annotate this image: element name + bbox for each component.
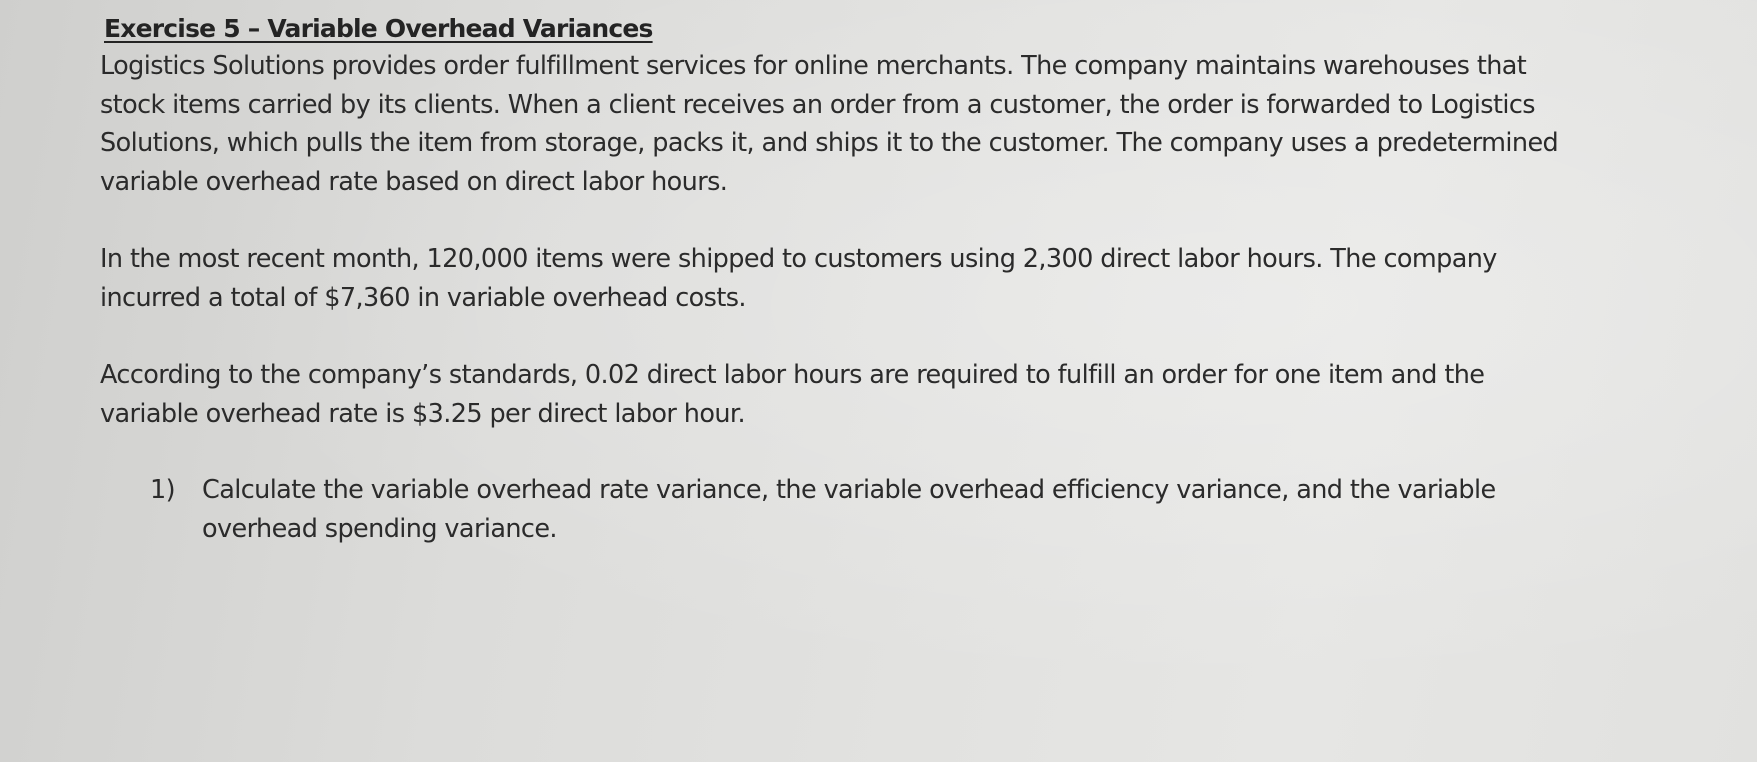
question-line: overhead spending variance. <box>202 513 557 544</box>
question-number: 1) <box>150 475 175 505</box>
question-line: Calculate the variable overhead rate variance, the variable overhead efficiency variance, and the variable <box>202 475 1496 505</box>
intro-paragraph <box>100 47 1660 201</box>
paragraph-line: In the most recent month, 120,000 items were shipped to customers using 2,300 direct labor hours. The company <box>100 244 1497 274</box>
standards-paragraph <box>100 356 1660 433</box>
paragraph-line: Logistics Solutions provides order fulfillment services for online merchants. The company maintains warehouses that <box>100 51 1527 81</box>
paragraph-line: Solutions, which pulls the item from storage, packs it, and ships it to the customer. The company uses a predetermined <box>100 128 1559 158</box>
exercise-document <box>100 14 1660 548</box>
paragraph-line: variable overhead rate is $3.25 per direct labor hour. <box>100 398 745 429</box>
paragraph-line: According to the company’s standards, 0.02 direct labor hours are required to fulfill an order for one item and the <box>100 360 1485 390</box>
paragraph-line: stock items carried by its clients. When a client receives an order from a customer, the order is forwarded to Logistics <box>100 89 1535 120</box>
question-text <box>202 471 1496 548</box>
monthly-data-paragraph <box>100 240 1660 317</box>
exercise-title: Exercise 5 – Variable Overhead Variances <box>104 14 653 43</box>
paragraph-line: incurred a total of $7,360 in variable overhead costs. <box>100 282 746 313</box>
question-item <box>150 471 1660 548</box>
paragraph-line: variable overhead rate based on direct labor hours. <box>100 166 728 197</box>
